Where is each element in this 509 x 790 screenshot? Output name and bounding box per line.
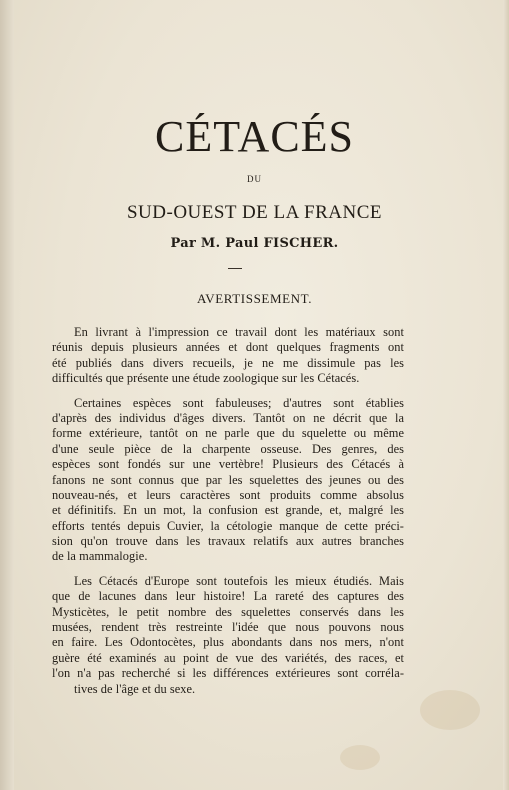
text-line: réunis depuis plusieurs années et dont quelques fragments ont	[52, 340, 404, 355]
text-line: en faire. Les Odontocètes, plus abondants dans nos mers, n'ont	[52, 635, 404, 650]
text-line: espèces sont fondés sur une vertèbre! Plusieurs des Cétacés à	[52, 457, 404, 472]
paper-stain	[340, 745, 380, 770]
text-line: difficultés que présente une étude zoologique sur les Cétacés.	[52, 371, 360, 386]
text-line: efforts tentés depuis Cuvier, la cétologie manque de cette préci-	[52, 518, 404, 533]
text-line: tives de l'âge et du sexe.	[74, 681, 196, 696]
separator-rule	[228, 268, 242, 269]
section-heading: AVERTISSEMENT.	[196, 291, 313, 306]
paragraph	[52, 325, 404, 387]
text-line: que de lacunes dans leur histoire! La rareté des captures des	[52, 589, 404, 604]
text-line: été publiés dans divers recueils, je ne me dissimule pas les	[52, 355, 404, 370]
text-line: Certaines espèces sont fabuleuses; d'autres sont établies	[74, 395, 404, 410]
text-line: et définitifs. En un mot, la confusion est grande, et, malgré les	[52, 503, 404, 518]
text-line: forme extérieure, tantôt on ne parle que du squelette ou même	[52, 426, 404, 441]
text-line: de la mammalogie.	[52, 549, 148, 564]
text-line: sion qu'on trouve dans les travaux relatifs aux autres branches	[52, 534, 404, 549]
title-connector: DU	[247, 174, 262, 184]
text-line: d'après des individus d'âges divers. Tantôt on ne décrit que la	[52, 410, 404, 425]
text-line: fanons ne sont connus que par les squelettes des jeunes ou des	[52, 472, 404, 487]
page-subtitle: SUD-OUEST DE LA FRANCE	[126, 202, 383, 223]
text-line: nouveau-nés, et leurs caractères sont produits comme absolus	[52, 487, 404, 502]
text-line: guère été examinés au point de vue des variétés, des races, et	[52, 650, 404, 665]
body-text	[52, 325, 404, 706]
paper-stain	[420, 690, 480, 730]
paragraph	[52, 396, 404, 565]
text-line: l'on n'a pas recherché si les différences extérieures sont corréla-	[52, 666, 404, 681]
text-line: Les Cétacés d'Europe sont toutefois les mieux étudiés. Mais	[74, 573, 404, 588]
text-line: Mysticètes, le petit nombre des squelettes conservés dans les	[52, 604, 404, 619]
page-title: CÉTACÉS	[154, 112, 355, 161]
paragraph	[52, 574, 404, 697]
text-line: musées, rendent très restreinte l'idée que nous pouvons nous	[52, 620, 404, 635]
text-line: En livrant à l'impression ce travail dont les matériaux sont	[74, 325, 404, 339]
text-line: d'une seule pièce de la charpente osseuse. Des genres, des	[52, 441, 404, 456]
author-line: Par M. Paul FISCHER.	[170, 236, 339, 251]
